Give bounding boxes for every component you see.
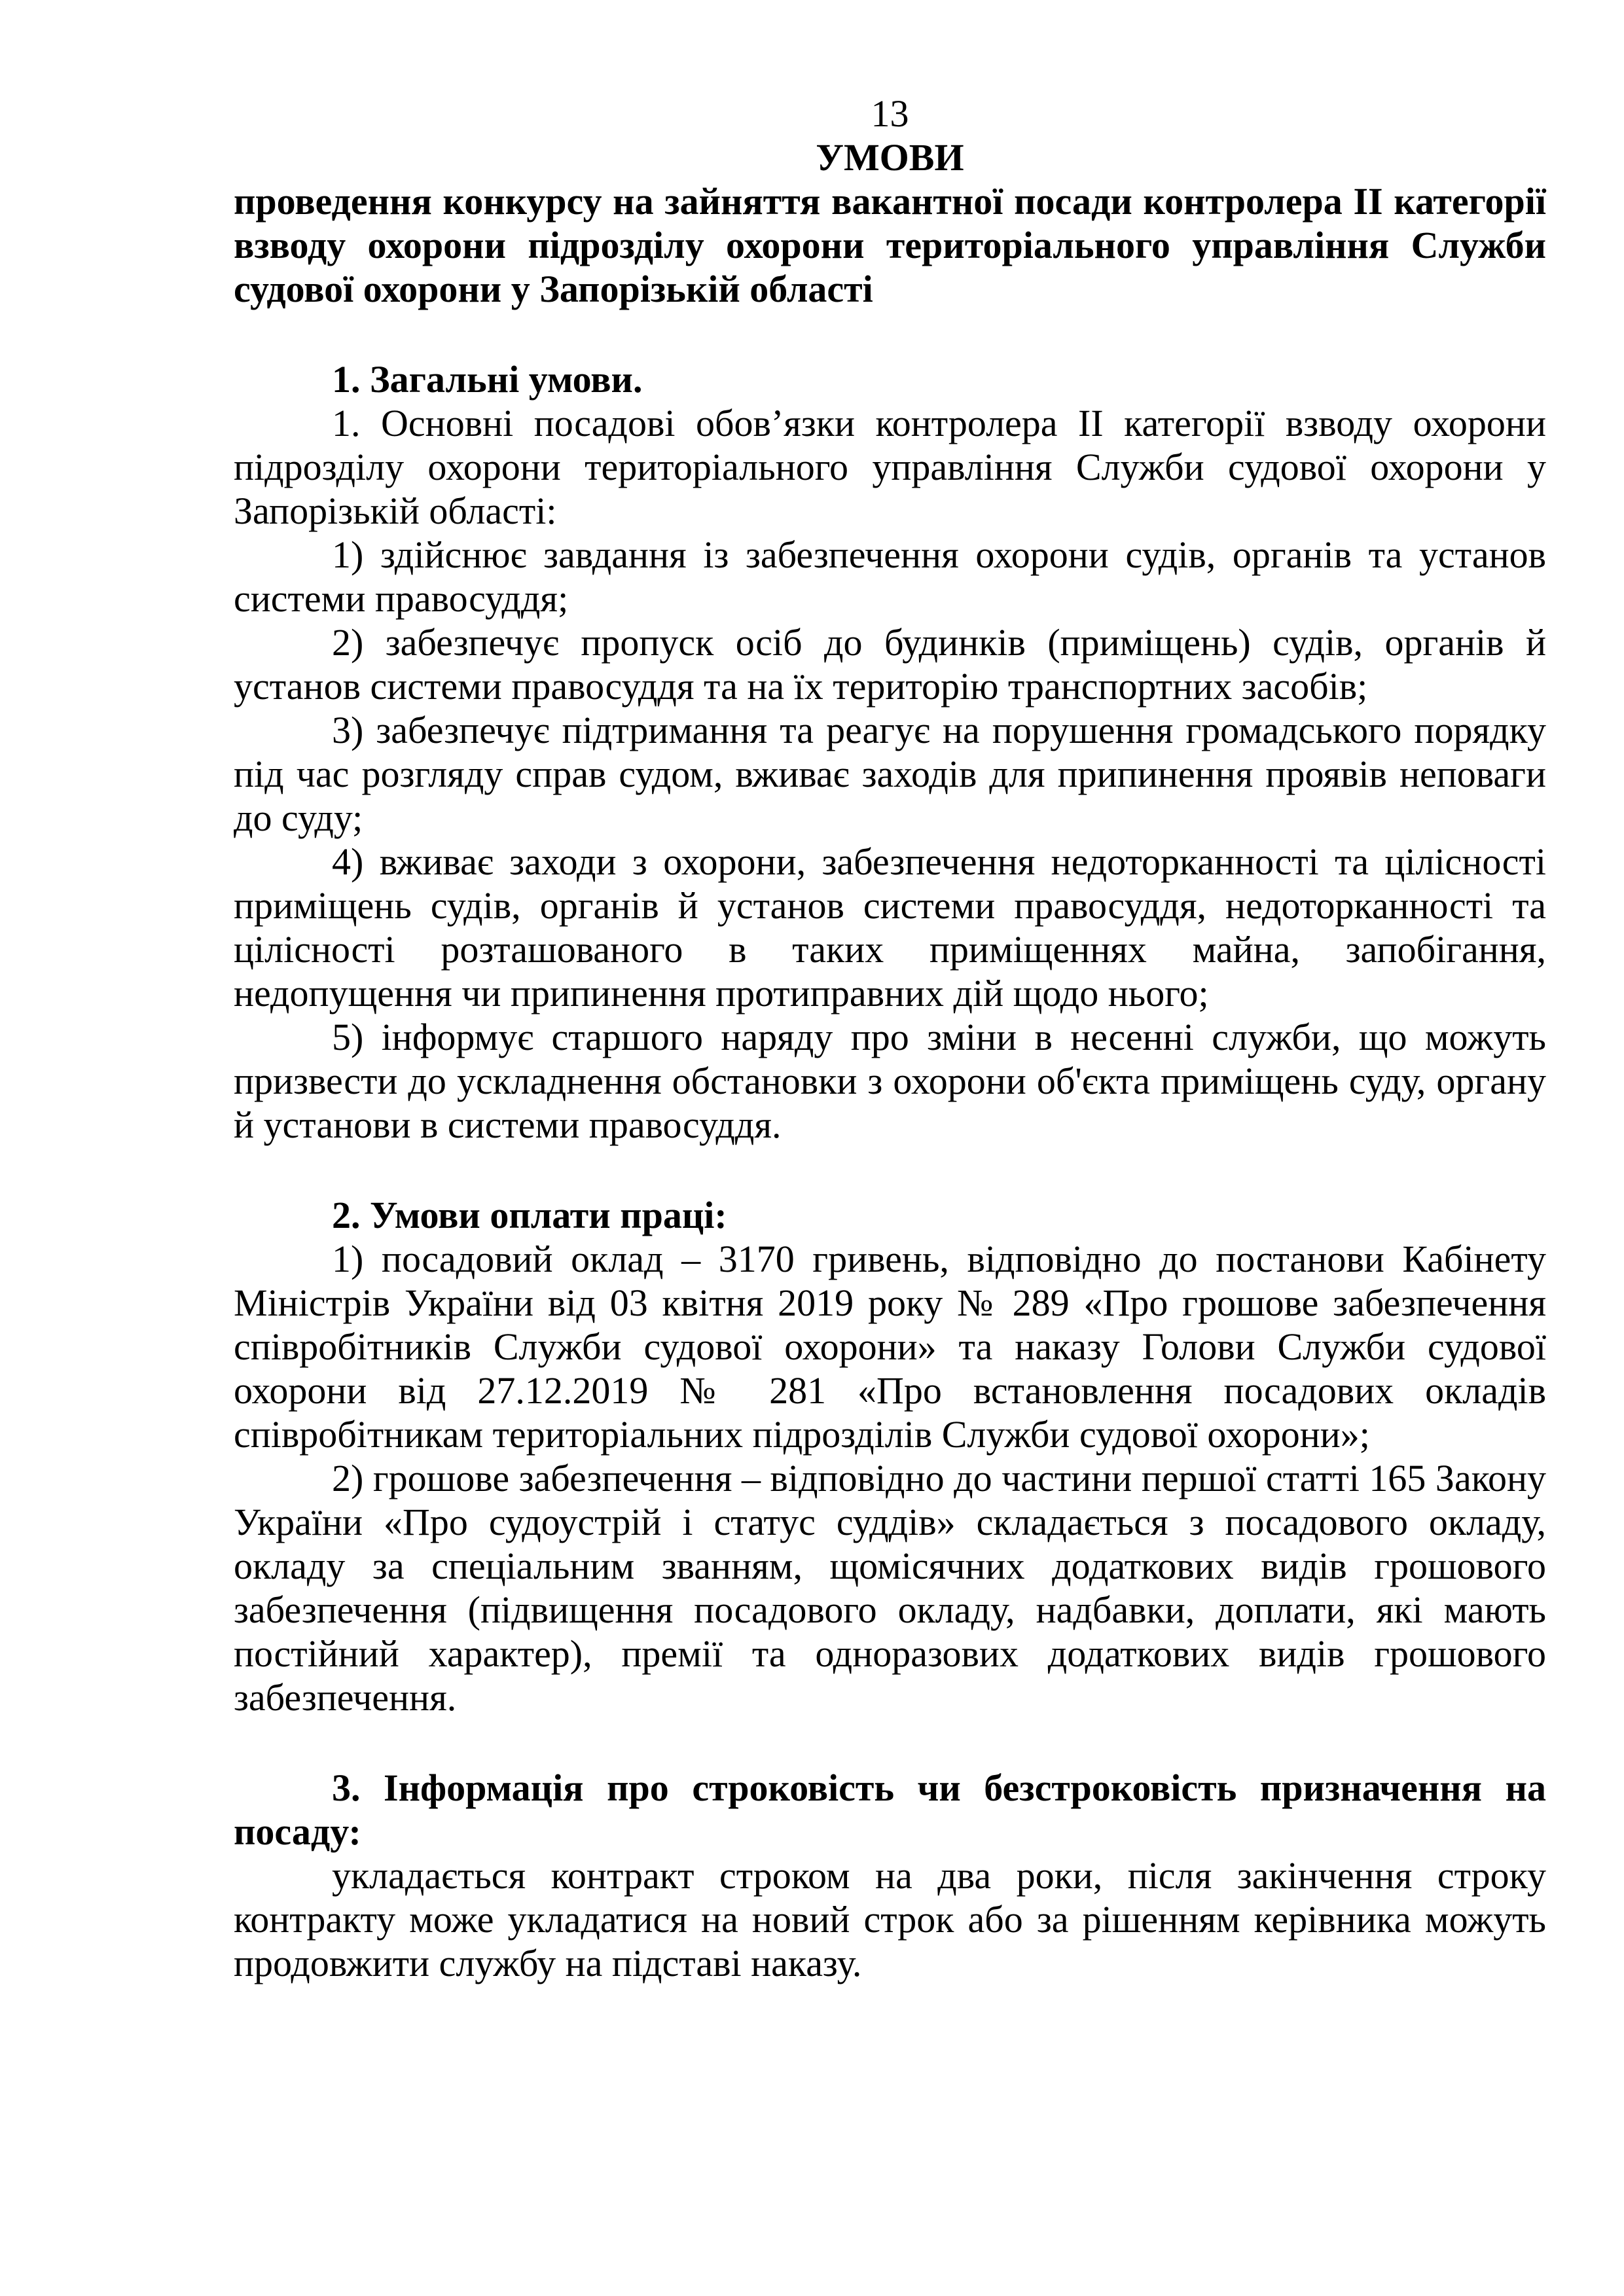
section-heading: 1. Загальні умови. bbox=[332, 358, 643, 401]
section-general-conditions bbox=[234, 357, 1546, 1147]
section-pay-conditions bbox=[234, 1193, 1546, 1719]
pay-item: 2) грошове забезпечення – відповідно до частини першої статті 165 Закону України «Про судоустрій і статус суддів» складається з посадового окладу, окладу за спеціальним званням, щомісячних додаткових видів грошового забезпечення (підвищення посадового окладу, надбавки, доплати, які мають постійний характер), премії та одноразових додаткових видів грошового забезпечення. bbox=[234, 1457, 1546, 1719]
document-title: УМОВИ bbox=[816, 136, 964, 179]
paragraph: 1. Основні посадові обов’язки контролера ІІ категорії взводу охорони підрозділу охорони територіального управління Служби судової охорони у Запорізькій області: bbox=[234, 402, 1546, 532]
section-term-of-appointment bbox=[234, 1766, 1546, 1985]
duty-item: 4) вживає заходи з охорони, забезпечення недоторканності та цілісності приміщень судів, органів й установ системи правосуддя, недоторканності та цілісності розташованого в таких приміщеннях майна, запобігання, недопущення чи припинення протиправних дій щодо нього; bbox=[234, 840, 1546, 1014]
pay-item: 1) посадовий оклад – 3170 гривень, відповідно до постанови Кабінету Міністрів України від 03 квітня 2019 року № 289 «Про грошове забезпечення співробітників Служби судової охорони» та наказу Голови Служби судової охорони від 27.12.2019 № 281 «Про встановлення посадових окладів співробітникам територіальних підрозділів Служби судової охорони»; bbox=[234, 1238, 1546, 1456]
section-heading: 3. Інформація про строковість чи безстроковість призначення на посаду: bbox=[234, 1767, 1546, 1853]
duty-item: 3) забезпечує підтримання та реагує на порушення громадського порядку під час розгляду справ судом, вживає заходів для припинення проявів неповаги до суду; bbox=[234, 709, 1546, 839]
paragraph: укладається контракт строком на два роки, після закінчення строку контракту може укладатися на новий строк або за рішенням керівника можуть продовжити службу на підставі наказу. bbox=[234, 1854, 1546, 1984]
page-number: 13 bbox=[871, 92, 909, 135]
duty-item: 2) забезпечує пропуск осіб до будинків (приміщень) судів, органів й установ системи правосуддя та на їх територію транспортних засобів; bbox=[234, 621, 1546, 708]
duty-item: 1) здійснює завдання із забезпечення охорони судів, органів та установ системи правосуддя; bbox=[234, 533, 1546, 620]
document-page bbox=[234, 92, 1546, 1985]
document-subtitle: проведення конкурсу на зайняття вакантної посади контролера ІІ категорії взводу охорони підрозділу охорони територіального управління Служби судової охорони у Запорізькій області bbox=[234, 180, 1546, 310]
duty-item: 5) інформує старшого наряду про зміни в несенні служби, що можуть призвести до ускладнення обстановки з охорони об'єкта приміщень суду, органу й установи в системи правосуддя. bbox=[234, 1016, 1546, 1146]
section-heading: 2. Умови оплати праці: bbox=[332, 1194, 727, 1236]
